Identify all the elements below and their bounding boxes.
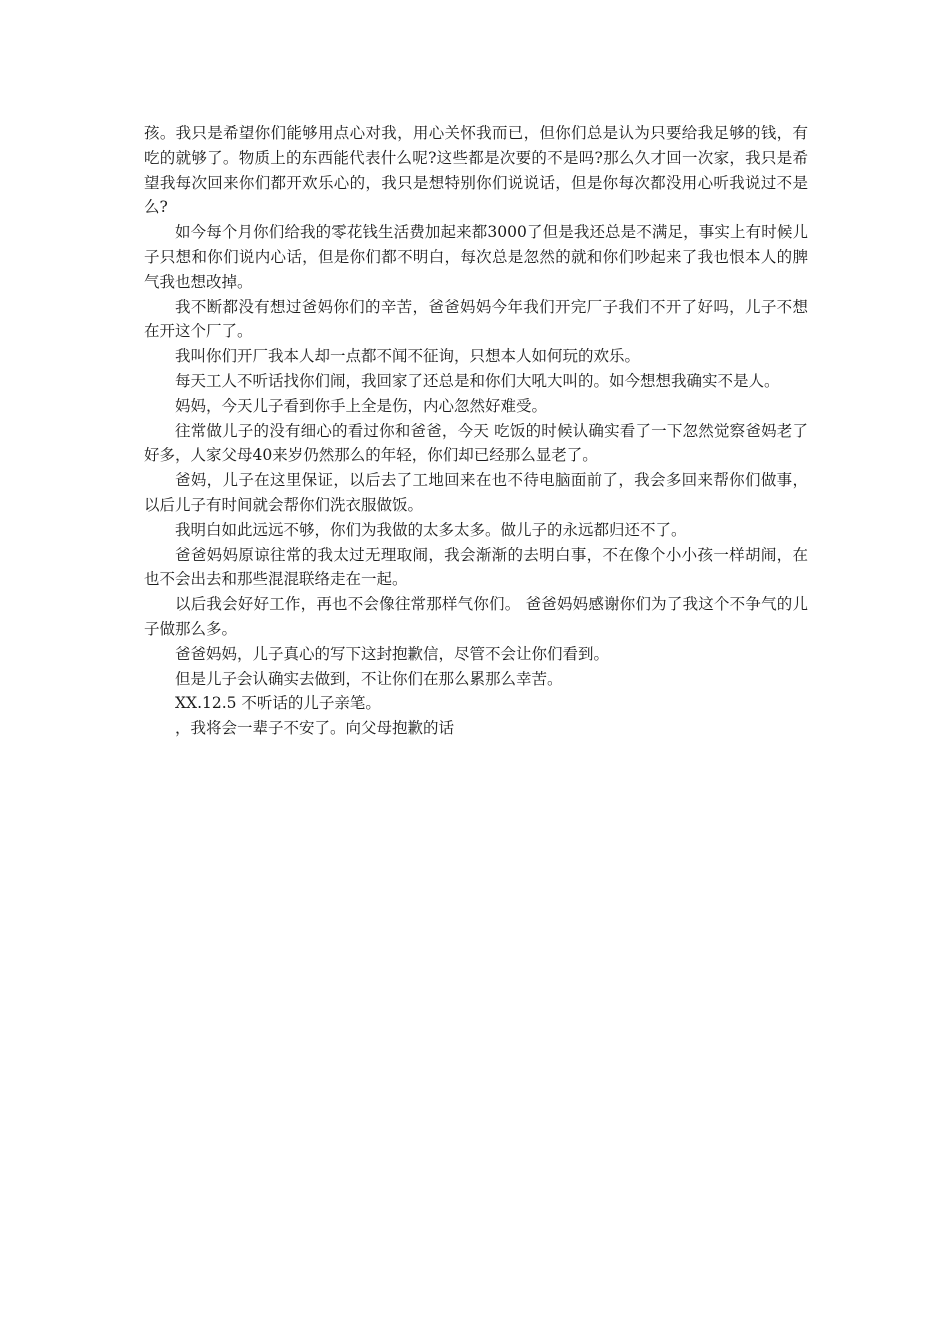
paragraph-3: 我不断都没有想过爸妈你们的辛苦，爸爸妈妈今年我们开完厂子我们不开了好吗，儿子不想在开这个厂了。 (144, 297, 808, 341)
paragraph-12: 爸爸妈妈，儿子真心的写下这封抱歉信，尽管不会让你们看到。 (175, 644, 610, 663)
paragraph-1: 孩。我只是希望你们能够用点心对我，用心关怀我而已，但你们总是认为只要给我足够的钱，有吃的就够了。物质上的东西能代表什么呢?这些都是次要的不是吗?那么久才回一次家，我只是希望我每次回来你们都开欢乐心的，我只是想特别你们说说话，但是你每次都没用心听我说过不是么? (144, 124, 808, 217)
paragraph-9: 我明白如此远远不够，你们为我做的太多太多。做儿子的永远都归还不了。 (175, 520, 687, 539)
paragraph-4: 我叫你们开厂我本人却一点都不闻不征询，只想本人如何玩的欢乐。 (175, 347, 641, 366)
paragraph-5: 每天工人不听话找你们闹，我回家了还总是和你们大吼大叫的。如今想想我确实不是人。 (175, 371, 780, 390)
signature-line: XX.12.5 不听话的儿子亲笔。 (175, 694, 381, 713)
paragraph-11: 以后我会好好工作，再也不会像往常那样气你们。 爸爸妈妈感谢你们为了我这个不争气的儿子做那么多。 (144, 595, 808, 638)
paragraph-8: 爸妈，儿子在这里保证，以后去了工地回来在也不待电脑面前了，我会多回来帮你们做事，以后儿子有时间就会帮你们洗衣服做饭。 (144, 471, 808, 514)
paragraph-10: 爸爸妈妈原谅往常的我太过无理取闹，我会渐渐的去明白事，不在像个小小孩一样胡闹，在也不会出去和那些混混联络走在一起。 (144, 545, 808, 589)
letter-body (144, 121, 808, 741)
paragraph-7: 往常做儿子的没有细心的看过你和爸爸，今天 吃饭的时候认确实看了一下忽然觉察爸妈老了好多，人家父母40来岁仍然那么的年轻，你们却已经那么显老了。 (144, 421, 808, 465)
paragraph-2: 如今每个月你们给我的零花钱生活费加起来都3000了但是我还总是不满足，事实上有时候儿子只想和你们说内心话，但是你们都不明白，每次总是忽然的就和你们吵起来了我也恨本人的脾气我也想改掉。 (144, 223, 808, 291)
paragraph-15: ，我将会一辈子不安了。向父母抱歉的话 (175, 719, 455, 738)
paragraph-13: 但是儿子会认确实去做到，不让你们在那么累那么幸苦。 (175, 669, 563, 688)
paragraph-6: 妈妈，今天儿子看到你手上全是伤，内心忽然好难受。 (175, 396, 548, 415)
